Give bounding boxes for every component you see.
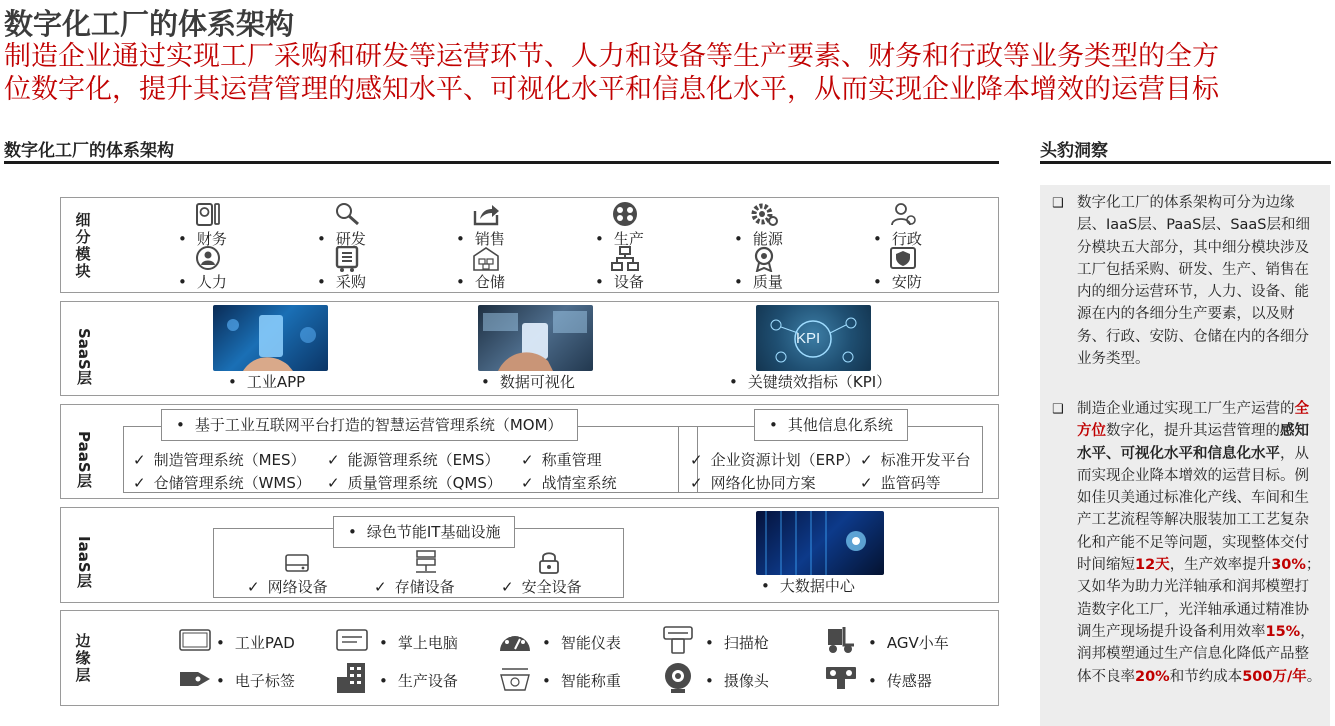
module-item: • 生产	[595, 228, 644, 249]
tablet-icon	[178, 627, 212, 653]
subtitle-line-1: 制造企业通过实现工厂采购和研发等运营环节、人力和设备等生产要素、财务和行政等业务类型的全方	[4, 41, 1219, 72]
mom-item: ✓ 质量管理系统（QMS）	[327, 472, 502, 493]
security-device-icon	[535, 549, 563, 575]
insight-paragraph-2	[1077, 398, 1323, 688]
insight-panel	[1040, 185, 1330, 726]
mom-item: ✓ 战情室系统	[521, 472, 617, 493]
kpi-photo	[756, 305, 871, 371]
insight-highlight: 20%	[1135, 668, 1170, 685]
insight-section-heading: 头豹洞察	[1040, 141, 1108, 161]
saas-item: • 数据可视化	[481, 371, 575, 392]
edge-item: • 工业PAD	[216, 632, 295, 653]
subtitle-line-2: 位数字化，提升其运营管理的感知水平、可视化水平和信息化水平，从而实现企业降本增效的运营目标	[4, 74, 1219, 105]
other-system-item: ✓ 监管码等	[860, 472, 941, 493]
green-it-item: ✓ 网络设备	[247, 576, 328, 597]
network-device-icon	[283, 549, 311, 575]
insight-highlight: 12天	[1135, 557, 1170, 574]
layer-iaas	[60, 507, 999, 603]
admin-icon	[889, 201, 917, 227]
layer-edge	[60, 610, 999, 706]
architecture-section-heading: 数字化工厂的体系架构	[4, 141, 174, 161]
module-item: • 安防	[873, 271, 922, 292]
equipment-icon	[611, 246, 639, 272]
agv-icon	[824, 625, 858, 655]
saas-item: • 工业APP	[228, 371, 305, 392]
scale-icon	[498, 663, 532, 693]
layer-label: IaaS层	[75, 536, 93, 588]
module-item: • 研发	[317, 228, 366, 249]
camera-icon	[661, 661, 695, 695]
layer-modules	[60, 197, 999, 293]
handheld-computer-icon	[335, 627, 369, 653]
edge-item: • 掌上电脑	[379, 632, 458, 653]
section-divider	[1040, 161, 1331, 164]
insight-text: ；又如华为助力光洋轴承和润邦模塑打造数字化工厂，光洋轴承通过精准协调生产现场提升设备利用效率	[1077, 557, 1321, 640]
layer-label: 边缘层	[75, 632, 91, 684]
page-title: 数字化工厂的体系架构	[4, 7, 295, 41]
module-item: • 行政	[873, 228, 922, 249]
sales-icon	[472, 201, 500, 227]
saas-item: • 关键绩效指标（KPI）	[729, 371, 891, 392]
layer-saas	[60, 301, 999, 396]
data-visualization-photo	[478, 305, 593, 371]
research-icon	[333, 201, 361, 227]
factory-icon	[335, 661, 369, 695]
section-divider	[4, 161, 999, 164]
other-system-item: ✓ 标准开发平台	[860, 449, 971, 470]
edge-item: • 摄像头	[705, 670, 769, 691]
tag-icon	[178, 664, 212, 694]
insight-paragraph-1: 数字化工厂的体系架构可分为边缘层、IaaS层、PaaS层、SaaS层和细分模块五大部分，其中细分模块涉及工厂包括采购、研发、生产、销售在内的细分运营环节，人力、设备、能源在内的各细分生产要素，以及财务、行政、安防、仓储在内的各细分业务类型。	[1077, 195, 1310, 368]
mom-item: ✓ 制造管理系统（MES）	[133, 449, 306, 470]
checkbox-bullet-icon: ❑	[1052, 402, 1064, 417]
mom-item: ✓ 仓储管理系统（WMS）	[133, 472, 311, 493]
layer-label: 细分模块	[75, 211, 91, 280]
other-system-item: ✓ 企业资源计划（ERP）	[690, 449, 860, 470]
edge-item: • 传感器	[868, 670, 932, 691]
warehouse-icon	[472, 246, 500, 272]
insight-text: ，润邦模塑通过生产信息化降低产品整体不良率	[1077, 623, 1315, 685]
green-it-title: • 绿色节能IT基础设施	[333, 516, 515, 548]
edge-item: • 智能称重	[542, 670, 621, 691]
module-item: • 质量	[734, 271, 783, 292]
edge-item: • 扫描枪	[705, 632, 769, 653]
other-system-item: ✓ 网络化协同方案	[690, 472, 816, 493]
datacenter-photo	[756, 511, 884, 575]
insight-highlight: 全方位	[1077, 401, 1309, 440]
purchase-icon	[333, 246, 361, 272]
layer-label: SaaS层	[75, 328, 93, 385]
green-it-item: ✓ 存储设备	[374, 576, 455, 597]
insight-text: 。	[1306, 668, 1322, 685]
insight-text: 数字化，提升其运营管理的	[1106, 423, 1280, 440]
scanner-icon	[661, 625, 695, 655]
security-icon	[889, 246, 917, 272]
production-icon	[611, 201, 639, 227]
green-it-item: ✓ 安全设备	[501, 576, 582, 597]
layer-paas	[60, 404, 999, 499]
other-systems-title: • 其他信息化系统	[754, 409, 908, 441]
edge-item: • 生产设备	[379, 670, 458, 691]
mom-item: ✓ 能源管理系统（EMS）	[327, 449, 500, 470]
module-item: • 销售	[456, 228, 505, 249]
layer-label: PaaS层	[75, 431, 93, 488]
page-subtitle	[4, 40, 1334, 106]
gauge-icon	[498, 625, 532, 655]
checkbox-bullet-icon: ❑	[1052, 196, 1064, 211]
mom-item: ✓ 称重管理	[521, 449, 602, 470]
insight-text: 和节约成本	[1169, 668, 1243, 685]
edge-item: • AGV小车	[868, 632, 949, 653]
insight-text: ，生产效率提升	[1169, 557, 1272, 574]
kpi-photo-text: KPI	[796, 330, 821, 347]
datacenter-label: • 大数据中心	[761, 575, 855, 596]
edge-item: • 智能仪表	[542, 632, 621, 653]
module-item: • 财务	[178, 228, 227, 249]
finance-icon	[194, 202, 222, 228]
hr-icon	[194, 246, 222, 272]
industrial-app-photo	[213, 305, 328, 371]
edge-item: • 电子标签	[216, 670, 295, 691]
insight-text: ，从而实现企业降本增效的运营目标。例如佳贝美通过标准化产线、车间和生产工艺流程等解决服装加工工艺复杂化和产能不足等问题，实现整体交付时间缩短	[1077, 445, 1309, 574]
insight-text: 制造企业通过实现工厂生产运营的	[1077, 401, 1295, 417]
insight-bold: 感知水平、可视化水平和信息化水平	[1077, 423, 1309, 462]
module-item: • 人力	[178, 271, 227, 292]
mom-title: • 基于工业互联网平台打造的智慧运营管理系统（MOM）	[161, 409, 578, 441]
module-item: • 仓储	[456, 271, 505, 292]
module-item: • 采购	[317, 271, 366, 292]
energy-icon	[750, 201, 778, 227]
insight-highlight: 500万/年	[1242, 668, 1307, 685]
insight-highlight: 15%	[1265, 623, 1301, 640]
sensor-icon	[824, 663, 858, 693]
storage-device-icon	[412, 549, 440, 575]
module-item: • 设备	[595, 271, 644, 292]
insight-highlight: 30%	[1271, 557, 1306, 574]
quality-icon	[750, 246, 778, 272]
module-item: • 能源	[734, 228, 783, 249]
